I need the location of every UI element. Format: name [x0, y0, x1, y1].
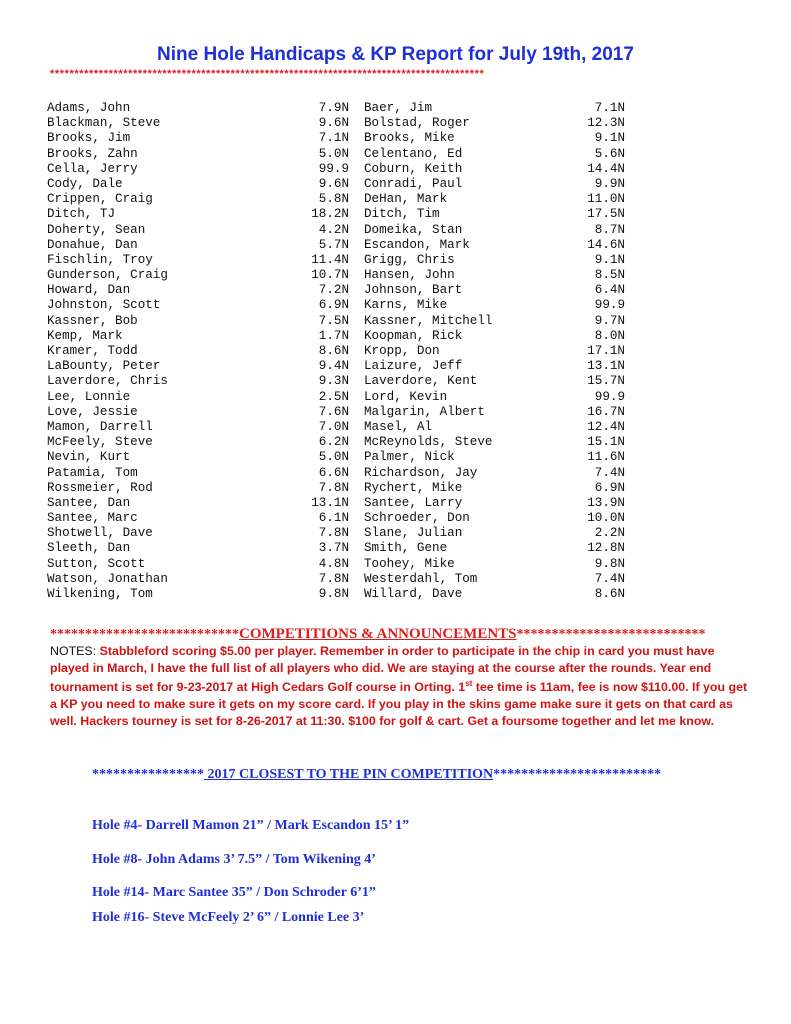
player-name: Palmer, Nick — [364, 450, 455, 465]
player-name: Coburn, Keith — [364, 161, 463, 176]
player-name: Crippen, Craig — [47, 192, 153, 207]
player-name: DeHan, Mark — [364, 192, 448, 207]
handicap-row — [47, 314, 647, 329]
hole-result: Hole #14- Marc Santee 35” / Don Schroder 6’1” — [92, 885, 376, 900]
player-name: Cella, Jerry — [47, 161, 138, 176]
handicap-value: 99.9 — [594, 389, 625, 404]
handicap-value: 10.0N — [587, 511, 625, 526]
handicap-value: 9.3N — [318, 374, 349, 389]
player-name: McFeely, Steve — [47, 435, 153, 450]
handicap-value: 7.6N — [318, 404, 349, 419]
handicap-row — [47, 526, 647, 541]
player-name: Schroeder, Don — [364, 511, 470, 526]
player-name: Patamia, Tom — [47, 465, 138, 480]
player-name: Westerdahl, Tom — [364, 571, 478, 586]
player-name: Hansen, John — [364, 268, 455, 283]
handicap-value: 16.7N — [587, 404, 625, 419]
player-name: Johnson, Bart — [364, 283, 463, 298]
player-name: Celentano, Ed — [364, 146, 463, 161]
handicap-value: 8.5N — [594, 268, 625, 283]
handicap-value: 13.1N — [587, 359, 625, 374]
handicap-value: 8.7N — [594, 222, 625, 237]
handicap-row — [47, 450, 647, 465]
player-name: Shotwell, Dave — [47, 526, 153, 541]
player-name: Malgarin, Albert — [364, 404, 485, 419]
ctp-heading: 2017 CLOSEST TO THE PIN COMPETITION — [204, 767, 494, 782]
competitions-heading: COMPETITIONS & ANNOUNCEMENTS — [239, 626, 517, 642]
handicap-value: 6.9N — [594, 480, 625, 495]
handicap-value: 7.0N — [318, 419, 349, 434]
banner-stars-left: *************************** — [50, 627, 239, 642]
player-name: Karns, Mike — [364, 298, 448, 313]
player-name: McReynolds, Steve — [364, 435, 493, 450]
handicap-value: 5.0N — [318, 450, 349, 465]
handicap-row — [47, 587, 647, 602]
notes-superscript: st — [465, 679, 473, 689]
handicap-value: 13.1N — [311, 495, 349, 510]
handicap-value: 8.0N — [594, 328, 625, 343]
handicap-value: 8.6N — [594, 587, 625, 601]
handicap-value: 9.1N — [594, 131, 625, 146]
hole-result: Hole #8- John Adams 3’ 7.5” / Tom Wikening 4’ — [92, 852, 376, 867]
hole-result: Hole #16- Steve McFeely 2’ 6” / Lonnie Lee 3’ — [92, 910, 365, 925]
handicap-value: 15.1N — [587, 435, 625, 450]
player-name: Fischlin, Troy — [47, 252, 153, 267]
handicap-row — [47, 101, 647, 116]
handicap-value: 7.1N — [318, 131, 349, 146]
player-name: Brooks, Zahn — [47, 146, 138, 161]
handicap-value: 13.9N — [587, 495, 625, 510]
handicap-row — [47, 116, 647, 131]
player-name: Laizure, Jeff — [364, 359, 463, 374]
handicap-row — [47, 298, 647, 313]
player-name: Watson, Jonathan — [47, 571, 168, 586]
handicap-value: 11.4N — [311, 252, 349, 267]
handicap-row — [47, 238, 647, 253]
notes-text-part1: Stabbleford scoring $5.00 per player. Remember in order to participate in the chip in card you must have played in March, I have the full list of all players who did. We are staying at the course after the rounds. Year end tournament is set for 9-23-2017 at High Cedars Golf course in Orting. 1 — [50, 644, 715, 695]
player-name: Laverdore, Chris — [47, 374, 168, 389]
player-name: Brooks, Mike — [364, 131, 455, 146]
player-name: Rossmeier, Rod — [47, 480, 153, 495]
handicap-value: 18.2N — [311, 207, 349, 222]
handicap-value: 7.5N — [318, 313, 349, 328]
player-name: Donahue, Dan — [47, 237, 138, 252]
handicap-value: 7.4N — [594, 465, 625, 480]
player-name: Adams, John — [47, 101, 131, 115]
player-name: Ditch, Tim — [364, 207, 440, 222]
handicap-row — [47, 405, 647, 420]
ctp-stars-right: ************************ — [493, 767, 662, 782]
player-name: Conradi, Paul — [364, 176, 463, 191]
player-name: Grigg, Chris — [364, 252, 455, 267]
player-name: Escandon, Mark — [364, 237, 470, 252]
handicap-value: 4.2N — [318, 222, 349, 237]
handicap-row — [47, 162, 647, 177]
handicap-row — [47, 359, 647, 374]
handicap-row — [47, 541, 647, 556]
handicap-value: 6.1N — [318, 511, 349, 526]
closest-to-pin-banner — [92, 767, 752, 783]
player-name: Nevin, Kurt — [47, 450, 131, 465]
player-name: Rychert, Mike — [364, 480, 463, 495]
hole-result: Hole #4- Darrell Mamon 21” / Mark Escandon 15’ 1” — [92, 818, 410, 833]
handicap-value: 1.7N — [318, 328, 349, 343]
handicap-value: 12.3N — [587, 116, 625, 131]
handicap-value: 99.9 — [318, 161, 349, 176]
handicap-row — [47, 192, 647, 207]
handicap-value: 5.6N — [594, 146, 625, 161]
handicap-value: 8.6N — [318, 344, 349, 358]
handicap-value: 7.9N — [318, 101, 349, 115]
player-name: Santee, Larry — [364, 495, 463, 510]
handicap-value: 7.4N — [594, 571, 625, 586]
handicap-row — [47, 481, 647, 496]
banner-stars-right: *************************** — [516, 627, 706, 642]
player-name: Lee, Lonnie — [47, 389, 131, 404]
handicap-row — [47, 572, 647, 587]
handicap-value: 2.5N — [318, 389, 349, 404]
player-name: Laverdore, Kent — [364, 374, 478, 389]
handicap-value: 4.8N — [318, 556, 349, 571]
handicap-row — [47, 390, 647, 405]
handicap-value: 11.6N — [587, 450, 625, 465]
handicap-value: 15.7N — [587, 374, 625, 389]
handicap-value: 12.8N — [587, 541, 625, 556]
handicap-row — [47, 496, 647, 511]
notes-text-part2: tee time is 11am, fee is now $110.00. If you get a KP you need to make sure it gets on my score card. If you play in the skins game make sure it gets on that card as well. Hackers tourney is set for 8-26-2017 at 11:30. $100 for golf & cart. Get a foursome together and let me know. — [50, 680, 748, 728]
handicap-value: 17.1N — [587, 344, 625, 358]
player-name: Kemp, Mark — [47, 328, 123, 343]
player-name: Kassner, Mitchell — [364, 313, 493, 328]
player-name: Doherty, Sean — [47, 222, 146, 237]
handicap-value: 9.7N — [594, 313, 625, 328]
handicap-value: 6.2N — [318, 435, 349, 450]
player-name: Love, Jessie — [47, 404, 138, 419]
player-name: Blackman, Steve — [47, 116, 161, 131]
handicap-value: 14.6N — [587, 237, 625, 252]
player-name: Brooks, Jim — [47, 131, 131, 146]
handicap-value: 9.6N — [318, 116, 349, 131]
player-name: Lord, Kevin — [364, 389, 448, 404]
page-title: Nine Hole Handicaps & KP Report for July 19th, 2017 — [157, 44, 634, 65]
player-name: Johnston, Scott — [47, 298, 161, 313]
handicap-row — [47, 223, 647, 238]
handicap-value: 7.1N — [594, 101, 625, 115]
handicap-value: 7.2N — [318, 283, 349, 298]
handicap-row — [47, 374, 647, 389]
handicap-row — [47, 420, 647, 435]
handicap-value: 9.4N — [318, 359, 349, 374]
handicap-value: 6.4N — [594, 283, 625, 298]
handicap-value: 5.7N — [318, 237, 349, 252]
handicap-value: 9.6N — [318, 176, 349, 191]
handicap-row — [47, 329, 647, 344]
handicap-value: 5.8N — [318, 192, 349, 207]
handicap-value: 14.4N — [587, 161, 625, 176]
player-name: Slane, Julian — [364, 526, 463, 541]
player-name: Wilkening, Tom — [47, 587, 153, 601]
player-name: Cody, Dale — [47, 176, 123, 191]
handicap-row — [47, 131, 647, 146]
handicap-value: 12.4N — [587, 419, 625, 434]
handicap-value: 17.5N — [587, 207, 625, 222]
competitions-banner — [50, 626, 750, 643]
player-name: Masel, Al — [364, 419, 433, 434]
player-name: Sutton, Scott — [47, 556, 146, 571]
handicap-row — [47, 147, 647, 162]
player-name: Howard, Dan — [47, 283, 131, 298]
handicap-value: 7.8N — [318, 480, 349, 495]
announcement-notes — [50, 643, 750, 729]
player-name: Toohey, Mike — [364, 556, 455, 571]
handicap-value: 7.8N — [318, 526, 349, 541]
handicap-table — [47, 101, 647, 602]
handicap-value: 5.0N — [318, 146, 349, 161]
player-name: Gunderson, Craig — [47, 268, 168, 283]
player-name: Domeika, Stan — [364, 222, 463, 237]
handicap-value: 10.7N — [311, 268, 349, 283]
player-name: Koopman, Rick — [364, 328, 463, 343]
handicap-value: 6.9N — [318, 298, 349, 313]
handicap-row — [47, 344, 647, 359]
player-name: LaBounty, Peter — [47, 359, 161, 374]
handicap-row — [47, 177, 647, 192]
handicap-value: 6.6N — [318, 465, 349, 480]
handicap-row — [47, 435, 647, 450]
player-name: Richardson, Jay — [364, 465, 478, 480]
player-name: Kramer, Todd — [47, 344, 138, 358]
handicap-row — [47, 557, 647, 572]
player-name: Willard, Dave — [364, 587, 463, 601]
handicap-value: 99.9 — [594, 298, 625, 313]
handicap-row — [47, 253, 647, 268]
handicap-value: 2.2N — [594, 526, 625, 541]
handicap-value: 9.1N — [594, 252, 625, 267]
handicap-row — [47, 466, 647, 481]
handicap-row — [47, 511, 647, 526]
handicap-row — [47, 283, 647, 298]
player-name: Sleeth, Dan — [47, 541, 131, 556]
handicap-value: 7.8N — [318, 571, 349, 586]
handicap-value: 9.8N — [318, 587, 349, 601]
notes-label: NOTES: — [50, 644, 97, 658]
player-name: Bolstad, Roger — [364, 116, 470, 131]
handicap-value: 9.8N — [594, 556, 625, 571]
player-name: Santee, Dan — [47, 495, 131, 510]
player-name: Baer, Jim — [364, 101, 433, 115]
handicap-value: 9.9N — [594, 176, 625, 191]
player-name: Mamon, Darrell — [47, 419, 153, 434]
player-name: Ditch, TJ — [47, 207, 116, 222]
player-name: Kassner, Bob — [47, 313, 138, 328]
ctp-stars-left: **************** — [92, 767, 204, 782]
player-name: Santee, Marc — [47, 511, 138, 526]
player-name: Kropp, Don — [364, 344, 440, 358]
handicap-value: 11.0N — [587, 192, 625, 207]
handicap-value: 3.7N — [318, 541, 349, 556]
player-name: Smith, Gene — [364, 541, 448, 556]
title-separator: ***************************************************************************************** — [50, 68, 485, 80]
handicap-row — [47, 207, 647, 222]
handicap-row — [47, 268, 647, 283]
